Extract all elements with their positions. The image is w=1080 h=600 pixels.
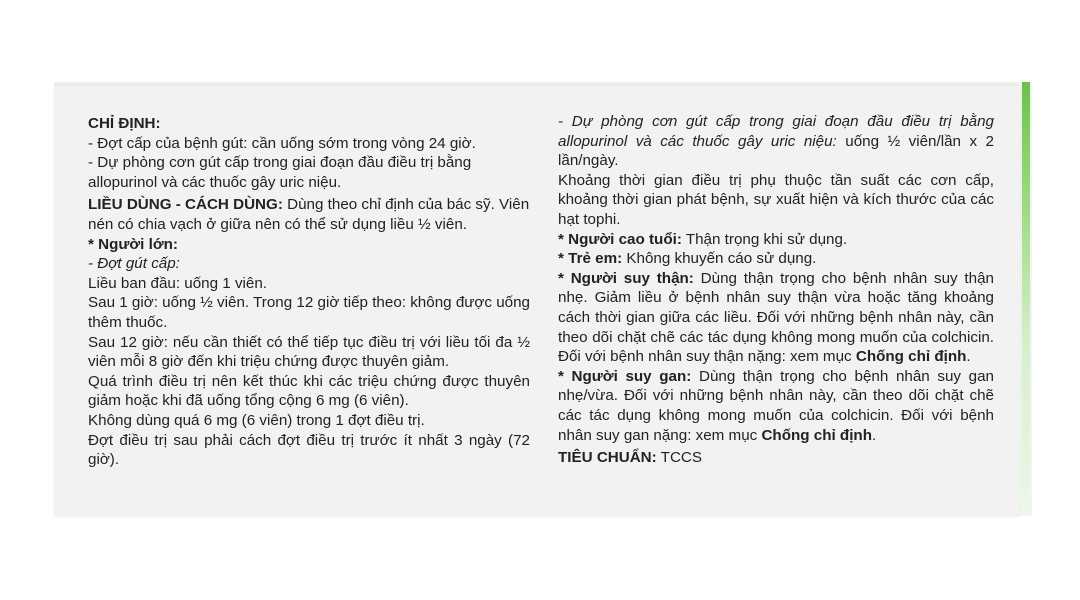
nguoi-lon-label: * Người lớn: [88,235,178,253]
chi-dinh-item-1: - Đợt cấp của bệnh gút: cần uống sớm trong vòng 24 giờ. [88,134,476,152]
dot-gut-cap-label: - Đợt gút cấp: [88,255,180,273]
right-column [558,112,994,468]
tre-em-label: * Trẻ em: [558,250,623,268]
chi-dinh-heading: CHỈ ĐỊNH: [88,115,161,132]
cao-tuoi-paragraph [558,230,994,250]
chong-chi-dinh-ref-2: Chống chỉ định [761,426,872,444]
cao-tuoi-label: * Người cao tuổi: [558,230,682,248]
du-phong-paragraph [558,112,994,171]
suy-gan-paragraph [558,367,994,445]
du-phong-dose: uống ½ viên/lần x 2 lần/ngày. [558,132,994,170]
period-2: . [871,426,877,444]
tre-em-paragraph [558,249,994,269]
suy-gan-label: * Người suy gan: [558,367,692,385]
tieu-chuan-paragraph [558,448,994,468]
qua-trinh-text: Quá trình điều trị nên kết thúc khi các triệu chứng được thuyên giảm hoặc khi đã uống tổng cộng 6 mg (6 viên). [88,372,530,410]
suy-than-label: * Người suy thận: [558,269,694,287]
tieu-chuan-value: TCCS [656,449,703,467]
chong-chi-dinh-ref-1: Chống chỉ định [855,348,967,366]
du-phong-text: - Dự phòng cơn gút cấp trong giai đoạn đầu điều trị bằng allopurinol và các thuốc gây uric niệu: [558,113,994,150]
chi-dinh-item-2: - Dự phòng cơn gút cấp trong giai đoạn đầu điều trị bằng allopurinol và các thuốc gây uric niệu. [88,154,472,191]
lieu-ban-dau-text: Liều ban đầu: uống 1 viên. [88,274,268,292]
suy-gan-text: Dùng thận trọng cho bệnh nhân suy gan nhẹ/vừa. Đối với những bệnh nhân này, cần theo dõi chặt chẽ các tác dụng không mong muốn của colchicin. Đối với bệnh nhân suy gan nặng: xem mục [558,367,994,444]
suy-than-paragraph [558,269,994,367]
lieu-dung-text: Dùng theo chỉ định của bác sỹ. Viên nén có chia vạch ở giữa nên có thể sử dụng liều ½ viên. [88,196,530,233]
tre-em-text: Không khuyến cáo sử dụng. [622,250,817,268]
period-1: . [966,348,971,366]
sau-12-gio-text: Sau 12 giờ: nếu cần thiết có thể tiếp tục điều trị với liều tối đa ½ viên mỗi 8 giờ đến khi triệu chứng được thuyên giảm. [88,333,530,371]
lieu-dung-paragraph [88,195,530,234]
suy-than-text: Dùng thận trọng cho bệnh nhân suy thận nhẹ. Giảm liều ở bệnh nhân suy thận vừa hoặc tăng khoảng cách thời gian giữa các liều. Đối với những bệnh nhân này, cần theo dõi chặt chẽ các tác dụng không mong muốn của colchicin. Đối với bệnh nhân suy thận nặng: xem mục [558,269,994,366]
lieu-dung-heading: LIỀU DÙNG - CÁCH DÙNG: [88,196,283,214]
cao-tuoi-text: Thận trọng khi sử dụng. [681,230,848,248]
khong-dung-qua-text: Không dùng quá 6 mg (6 viên) trong 1 đợt điều trị. [88,411,425,429]
tieu-chuan-label: TIÊU CHUẨN: [558,449,657,467]
left-column [88,114,530,470]
dot-dieu-tri-text: Đợt điều trị sau phải cách đợt điều trị trước ít nhất 3 ngày (72 giờ). [88,431,530,469]
green-stripe [1022,82,1030,516]
sau-1-gio-text: Sau 1 giờ: uống ½ viên. Trong 12 giờ tiếp theo: không được uống thêm thuốc. [88,294,530,331]
khoang-thoi-gian-text: Khoảng thời gian điều trị phụ thuộc tần suất các cơn cấp, khoảng thời gian phát bệnh, sự xuất hiện và kích thước của các hạt tophi. [558,171,994,228]
